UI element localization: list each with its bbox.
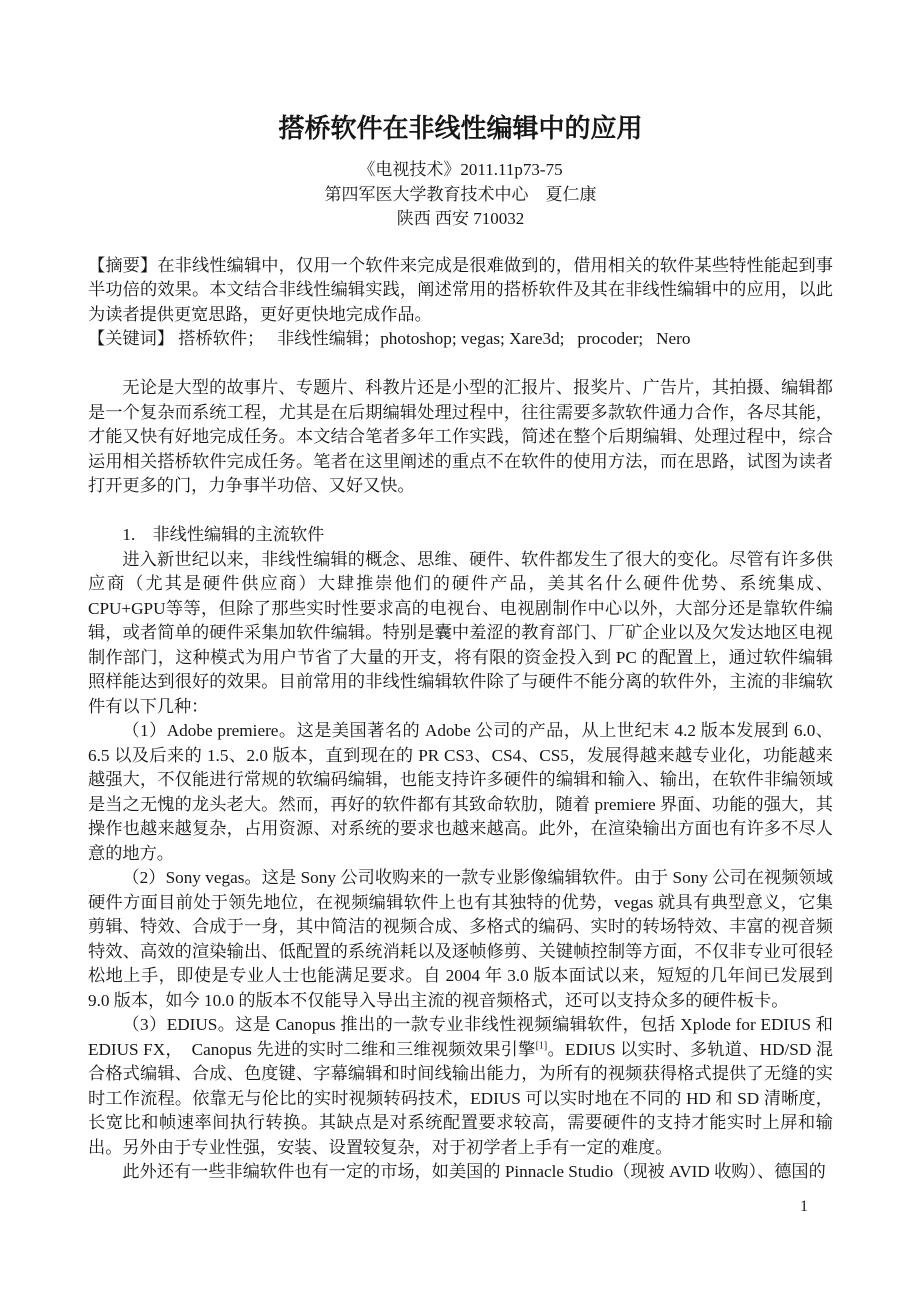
keywords: [88, 327, 833, 352]
abstract-text: 在非线性编辑中，仅用一个软件来完成是很难做到的，借用相关的软件某些特性能起到事半功倍的效果。本文结合非线性编辑实践，阐述常用的搭桥软件及其在非线性编辑中的应用，以此为读者提供更宽思路，更好更快地完成作品。: [88, 255, 833, 324]
document-content: [88, 112, 833, 1185]
paragraph-overview: 进入新世纪以来，非线性编辑的概念、思维、硬件、软件都发生了很大的变化。尽管有许多供应商（尤其是硬件供应商）大肆推崇他们的硬件产品，美其名什么硬件优势、系统集成、CPU+GPU等等，但除了那些实时性要求高的电视台、电视剧制作中心以外，大部分还是靠软件编辑，或者简单的硬件采集加软件编辑。特别是囊中羞涩的教育部门、厂矿企业以及欠发达地区电视制作部门，这种模式为用户节省了大量的开支，将有限的资金投入到 PC 的配置上，通过软件编辑照样能达到很好的效果。目前常用的非线性编辑软件除了与硬件不能分离的软件外，主流的非编软件有以下几种：: [88, 549, 833, 716]
abstract: [88, 254, 833, 328]
page-title: 搭桥软件在非线性编辑中的应用: [278, 114, 643, 143]
keywords-label: 【关键词】: [88, 329, 174, 348]
page-number: 1: [800, 1198, 808, 1215]
paragraph-edius: [88, 1013, 833, 1160]
paragraph-premiere: （1）Adobe premiere。这是美国著名的 Adobe 公司的产品，从上世纪末 4.2 版本发展到 6.0、6.5 以及后来的 1.5、2.0 版本，直到现在的 PR CS3、CS4、CS5，发展得越来越专业化，功能越来越强大，不仅能进行常规的软编码编辑，也能支持许多硬件的编辑和输入、输出，在软件非编领域是当之无愧的龙头老大。然而，再好的软件都有其致命软肋，随着 premiere 界面、功能的强大，其操作也越来越复杂，占用资源、对系统的要求也越来越高。此外，在渲染输出方面也有许多不尽人意的地方。: [88, 721, 833, 863]
footnote-ref-1: [1]: [535, 1039, 548, 1051]
keywords-text: 搭桥软件； 非线性编辑；photoshop; vegas; Xare3d; procoder; Nero: [173, 329, 691, 348]
author-affiliation: 第四军医大学教育技术中心 夏仁康: [324, 184, 597, 204]
edius-text-after-ref: 。EDIUS 以实时、多轨道、HD/SD 混合格式编辑、合成、色度键、字幕编辑和时间线输出能力，为所有的视频获得格式提供了无缝的实时工作流程。依靠无与伦比的实时视频转码技术，EDIUS 可以实时地在不同的 HD 和 SD 清晰度，长宽比和帧速率间执行转换。其缺点是对系统配置要求较高，需要硬件的支持才能实时上屏和输出。另外由于专业性强，安装、设置较复杂，对于初学者上手有一定的难度。: [88, 1039, 833, 1157]
edius-text-before-ref: （3）EDIUS。这是 Canopus 推出的一款专业非线性视频编辑软件，包括 Xplode for EDIUS 和 EDIUS FX， Canopus 先进的实时二维和三维视频效果引擎: [88, 1015, 833, 1059]
journal-source: 《电视技术》2011.11p73-75: [358, 160, 563, 179]
paragraph-other-software: 此外还有一些非编软件也有一定的市场，如美国的 Pinnacle Studio（现被 AVID 收购）、德国的: [122, 1162, 826, 1181]
abstract-label: 【摘要】: [88, 255, 158, 275]
paragraph-vegas: （2）Sony vegas。这是 Sony 公司收购来的一款专业影像编辑软件。由于 Sony 公司在视频领域硬件方面目前处于领先地位，在视频编辑软件上也有其独特的优势，vegas 就具有典型意义，它集剪辑、特效、合成于一身，其中简洁的视频合成、多格式的编码、实时的转场特效、丰富的视音频特效、高效的渲染输出、低配置的系统消耗以及逐帧修剪、关键帧控制等方面，不仅非专业可很轻松地上手，即使是专业人士也能满足要求。自 2004 年 3.0 版本面试以来，短短的几年间已发展到 9.0 版本，如今 10.0 的版本不仅能导入导出主流的视音频格式，还可以支持众多的硬件板卡。: [88, 868, 833, 1010]
section-1-heading: 1. 非线性编辑的主流软件: [122, 525, 325, 544]
intro-paragraph: 无论是大型的故事片、专题片、科教片还是小型的汇报片、报奖片、广告片，其拍摄、编辑都是一个复杂而系统工程，尤其是在后期编辑处理过程中，往往需要多款软件通力合作，各尽其能，才能又快有好地完成任务。本文结合笔者多年工作实践，简述在整个后期编辑、处理过程中，综合运用相关搭桥软件完成任务。笔者在这里阐述的重点不在软件的使用方法，而在思路，试图为读者打开更多的门，力争事半功倍、又好又快。: [88, 378, 833, 495]
author-location: 陕西 西安 710032: [396, 209, 525, 228]
